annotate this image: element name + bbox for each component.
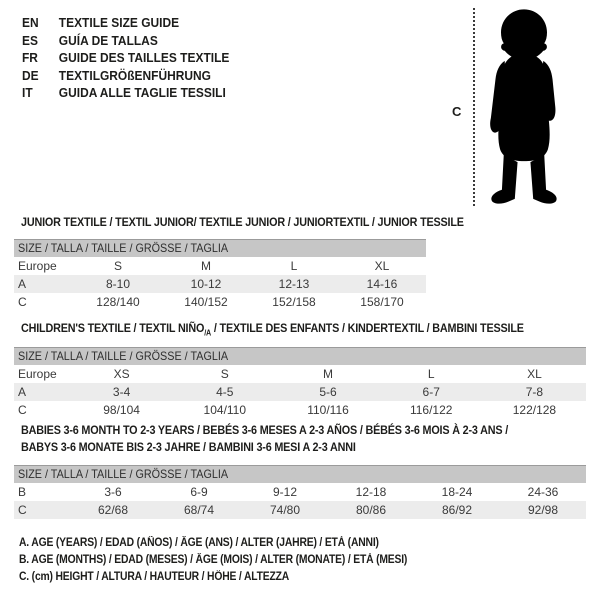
- table-row: [14, 501, 586, 519]
- babies-section-title-line1: [21, 423, 562, 437]
- language-row-es: [22, 33, 229, 51]
- value-cell: 74/80: [269, 503, 301, 517]
- value-cell: 9-12: [272, 485, 298, 499]
- size-header-bar: [14, 347, 586, 365]
- value-cell: 158/170: [360, 295, 404, 309]
- value-cell: 128/140: [96, 295, 140, 309]
- language-title-block: [22, 15, 247, 103]
- babies-section-title-text2: BABYS 3-6 MONATE BIS 2-3 JAHRE / BAMBINI 3-6 MESI A 2-3 ANNI: [21, 440, 356, 454]
- babies-section-title-line2: [21, 440, 393, 454]
- baby-head: [501, 9, 547, 60]
- value-cell: 152/158: [272, 295, 316, 309]
- language-row-en: [22, 15, 229, 33]
- footnote-a: A. AGE (YEARS) / EDAD (AÑOS) / ÂGE (ANS) / ALTER (JAHRE) / ETÀ (ANNI): [19, 537, 379, 549]
- value-cell: 3-4: [112, 385, 131, 399]
- value-cell: 18-24: [441, 485, 473, 499]
- size-header-label: SIZE / TALLA / TAILLE / GRÖSSE / TAGLIA: [18, 467, 229, 481]
- language-code: EN: [22, 15, 39, 30]
- value-cell: 4-5: [216, 385, 234, 399]
- table-row: [14, 365, 586, 383]
- language-title: GUIDA ALLE TAGLIE TESSILI: [58, 85, 226, 100]
- language-code: IT: [22, 85, 33, 100]
- value-cell: 5-6: [319, 385, 337, 399]
- value-cell: L: [427, 367, 435, 381]
- value-cell: S: [220, 367, 229, 381]
- footnote-b: B. AGE (MONTHS) / EDAD (MESES) / ÂGE (MOIS) / ALTER (MONATE) / ETÀ (MESI): [19, 554, 408, 566]
- table-row: [14, 383, 586, 401]
- language-title: GUIDE DES TAILLES TEXTILE: [58, 50, 230, 65]
- baby-left-leg: [491, 155, 517, 204]
- value-cell: M: [201, 259, 211, 273]
- value-cell: 62/68: [97, 503, 129, 517]
- value-cell: 110/116: [307, 403, 349, 417]
- value-cell: 12-13: [278, 277, 310, 291]
- baby-torso: [498, 54, 549, 162]
- row-label-cell: B: [18, 485, 27, 499]
- value-cell: 86/92: [441, 503, 473, 517]
- table-row: [14, 401, 586, 419]
- language-title: TEXTILGRÖßENFÜHRUNG: [58, 67, 211, 83]
- table-row: [14, 257, 426, 275]
- height-measure-label: C: [452, 104, 462, 119]
- value-cell: 24-36: [527, 485, 559, 499]
- table-row: [14, 293, 426, 311]
- title-subscript: /A: [204, 328, 212, 338]
- language-title: TEXTILE SIZE GUIDE: [58, 15, 180, 30]
- language-title: GUÍA DE TALLAS: [58, 32, 158, 48]
- value-cell: 98/104: [103, 403, 140, 417]
- value-cell: 10-12: [190, 277, 222, 291]
- row-label-cell: C: [18, 503, 27, 517]
- value-cell: 104/110: [203, 403, 247, 417]
- junior-table: [14, 239, 426, 311]
- value-cell: 80/86: [355, 503, 387, 517]
- size-header-bar: [14, 465, 586, 483]
- junior-section-title: [21, 215, 513, 229]
- babies-table: [14, 465, 586, 519]
- footnote-c: C. (cm) HEIGHT / ALTURA / HAUTEUR / HÖHE / ALTEZZA: [19, 571, 290, 583]
- value-cell: 7-8: [525, 385, 544, 399]
- value-cell: 8-10: [105, 277, 131, 291]
- row-label-cell: C: [18, 403, 27, 417]
- size-header-label: SIZE / TALLA / TAILLE / GRÖSSE / TAGLIA: [18, 349, 229, 363]
- babies-section-title-text1: BABIES 3-6 MONTH TO 2-3 YEARS / BEBÉS 3-6 MESES A 2-3 AÑOS / BÉBÉS 3-6 MOIS À 2-3 ANS /: [21, 423, 509, 437]
- size-header-bar: [14, 239, 426, 257]
- row-label-cell: A: [18, 385, 27, 399]
- language-code: FR: [22, 50, 38, 65]
- language-code: ES: [22, 32, 38, 48]
- value-cell: XS: [113, 367, 130, 381]
- language-row-it: [22, 85, 229, 103]
- baby-silhouette-image: [478, 5, 570, 218]
- row-label-cell: Europe: [18, 259, 57, 273]
- junior-section-title-text: JUNIOR TEXTILE / TEXTIL JUNIOR/ TEXTILE JUNIOR / JUNIORTEXTIL / JUNIOR TESSILE: [21, 215, 464, 229]
- value-cell: 14-16: [366, 277, 398, 291]
- value-cell: XL: [527, 367, 542, 381]
- row-label-cell: A: [18, 277, 27, 291]
- value-cell: 6-9: [190, 485, 208, 499]
- baby-right-leg: [530, 155, 556, 204]
- size-header-label: SIZE / TALLA / TAILLE / GRÖSSE / TAGLIA: [18, 241, 229, 255]
- value-cell: L: [290, 259, 298, 273]
- language-row-fr: [22, 50, 229, 68]
- language-row-de: [22, 68, 229, 86]
- value-cell: S: [113, 259, 122, 273]
- value-cell: 116/122: [409, 403, 453, 417]
- value-cell: 68/74: [183, 503, 215, 517]
- table-row: [14, 275, 426, 293]
- children-section-title: [21, 321, 580, 337]
- table-row: [14, 483, 586, 501]
- value-cell: XL: [374, 259, 390, 273]
- value-cell: 3-6: [104, 485, 122, 499]
- value-cell: 12-18: [355, 485, 387, 499]
- language-code: DE: [22, 67, 39, 83]
- children-table: [14, 347, 586, 419]
- value-cell: 122/128: [512, 403, 557, 417]
- row-label-cell: Europe: [18, 367, 57, 381]
- row-label-cell: C: [18, 295, 27, 309]
- value-cell: 6-7: [422, 385, 440, 399]
- children-section-title-text: CHILDREN'S TEXTILE / TEXTIL $NIÑO_{/A}$ / TEXTILE DES ENFANTS / KINDERTEXTIL / BAMBINI TESSILE: [21, 321, 524, 338]
- value-cell: 92/98: [527, 503, 559, 517]
- value-cell: 140/152: [184, 295, 228, 309]
- height-measure-dotted-line: [473, 8, 475, 206]
- value-cell: M: [323, 367, 333, 381]
